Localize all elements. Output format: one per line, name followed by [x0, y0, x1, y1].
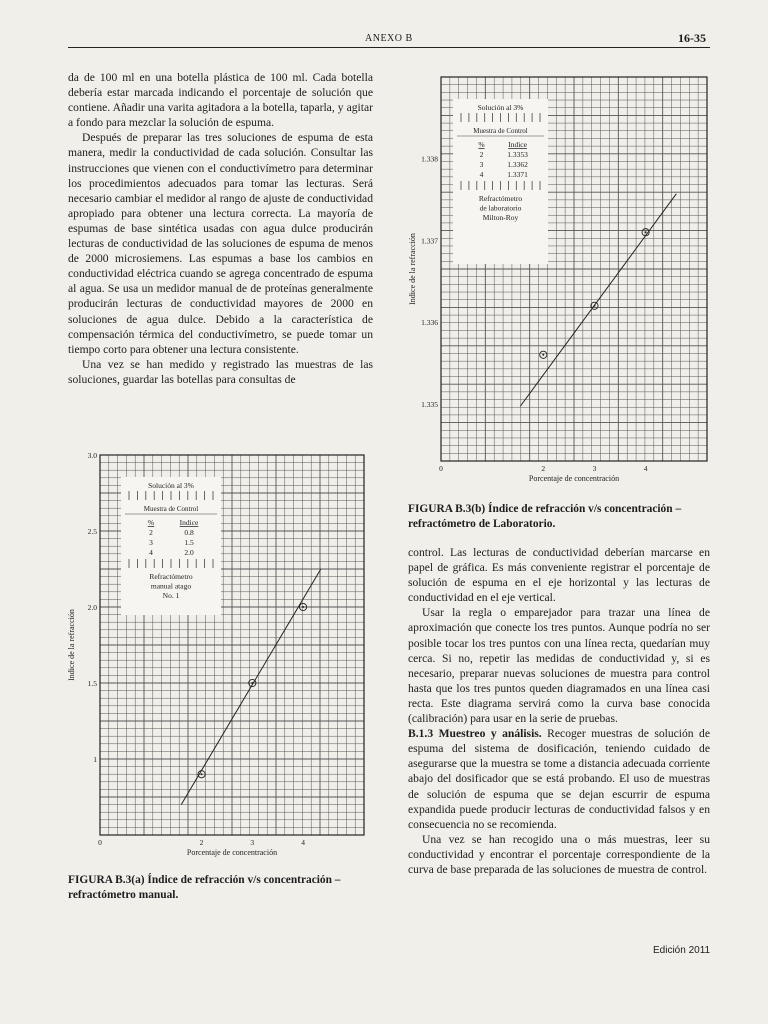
legend-row-percent: 2 — [149, 528, 153, 537]
legend-row-value: 1.3371 — [507, 170, 528, 179]
data-point-center — [542, 354, 544, 356]
x-tick-label: 0 — [98, 838, 102, 847]
x-tick-label: 3 — [592, 464, 597, 473]
legend-row-value: 0.8 — [184, 528, 194, 537]
figure-a-caption: FIGURA B.3(a) Índice de refracción v/s concentración – refractómetro manual. — [68, 874, 341, 901]
section-body: Recoger muestras de solución de espuma del sistema de dosificación, teniendo cuidado de asegurarse que la muestra se tome a distancia adecuada corriente abajo del dosificador que se está probando. El uso de muestras de solución de espuma que se dejan escurrir de espuma expandida puede producir lecturas de conductividad falsos y en consecuencia no se recomienda. — [408, 727, 711, 831]
running-header-title: ANEXO B — [365, 33, 413, 44]
legend-table-title: Muestra de Control — [143, 505, 199, 513]
legend-row-percent: 3 — [149, 538, 153, 547]
legend-col-indice: Indice — [508, 140, 527, 149]
left-column-text — [68, 70, 373, 387]
y-tick-label: 1 — [93, 755, 97, 764]
page-number: 16-35 — [678, 31, 706, 45]
legend-instrument: Refractómetro — [149, 572, 193, 581]
data-point-center — [201, 773, 203, 775]
x-tick-label: 2 — [199, 838, 204, 847]
legend-col-percent: % — [478, 140, 485, 149]
legend-instrument: manual atago — [150, 581, 192, 591]
data-point-center — [593, 305, 595, 307]
legend-title: Solución al 3% — [148, 481, 194, 490]
section-heading: B.1.3 Muestreo y análisis. — [408, 727, 542, 741]
paragraph: control. Las lecturas de conductividad deberían marcarse en papel de gráfica. Es más conveniente registrar el porcentaje de solución de espuma en el eje horizontal y las lecturas de conductividad en el eje vertical. — [408, 546, 710, 605]
y-axis-label: Indice de la refracción — [408, 233, 417, 305]
figure-b-chart — [405, 70, 715, 490]
x-tick-label: 4 — [301, 838, 305, 847]
legend-instrument: Refractómetro — [478, 194, 523, 203]
x-tick-label: 2 — [541, 464, 546, 473]
paragraph: da de 100 ml en una botella plástica de 100 ml. Cada botella debería estar marcada indicando el porcentaje de solución que contiene. Añadir una varita agitadora a la botella, taparla, y agitar a fondo para mezclar la solución de espuma. — [68, 71, 373, 130]
legend-row-value: 2.0 — [184, 548, 194, 557]
figure-b-caption: FIGURA B.3(b) Índice de refracción v/s concentración – refractómetro de Laboratorio. — [408, 503, 682, 530]
legend-row-percent: 3 — [479, 160, 484, 169]
data-point-center — [302, 606, 304, 608]
y-tick-label: 1.335 — [421, 399, 438, 409]
header-rule — [68, 47, 710, 48]
legend-table-title: Muestra de Control — [473, 127, 528, 135]
data-point-center — [645, 231, 647, 233]
x-axis-label: Porcentaje de concentración — [186, 848, 278, 857]
y-tick-label: 1.5 — [87, 679, 97, 688]
footer-edition: Edición 2011 — [653, 945, 711, 956]
legend-col-indice: Indice — [179, 518, 199, 527]
legend-col-percent: % — [147, 518, 155, 527]
legend-instrument: de laboratorio — [479, 203, 522, 213]
x-tick-label: 4 — [643, 464, 648, 473]
legend-row-percent: 4 — [479, 170, 484, 179]
data-point-center — [251, 682, 253, 684]
legend-instrument: Milton-Roy — [482, 213, 519, 222]
figure-a-chart — [60, 446, 380, 866]
y-axis-label: Indice de la refracción — [67, 609, 76, 681]
legend-row-percent: 2 — [479, 150, 484, 159]
section-paragraph — [408, 726, 710, 832]
right-column-text — [408, 545, 710, 877]
legend-row-value: 1.5 — [184, 538, 194, 547]
y-tick-label: 2.5 — [87, 527, 97, 536]
x-axis-label: Porcentaje de concentración — [528, 474, 620, 483]
x-tick-label: 0 — [439, 464, 443, 473]
paragraph: Después de preparar las tres soluciones de espuma de esta manera, medir la conductividad de cada solución. Consultar las instrucciones que vienen con el conductivímetro para determinar los procedimientos adecuados para tomar las lecturas. Será necesario cambiar el medidor al rango de ajuste de conductividad apropiado para obtener una lectura correcta. La mayoría de espumas de base sintética usadas con agua dulce producirán lecturas de conductividad de las soluciones de espuma de menos de 2000 microsiemens. Las espumas a base los cambios en conductividad eléctrica cuando se agrega concentrado de espuma al agua. Se usa un medidor manual de de proteínas generalmente producirán lecturas de conductividad mayores de 2000 en soluciones de agua dulce. Debido a la característica de compensación térmica del conductivímetro, se puede tomar un tiempo corto para obtener una lectura consistente. — [68, 131, 373, 356]
legend-row-value: 1.3362 — [507, 160, 528, 169]
y-tick-label: 1.336 — [421, 318, 438, 328]
paragraph: Una vez se han recogido una o más muestras, leer su conductividad y encontrar el porcentaje correspondiente de la curva de base preparada de las soluciones de muestra de control. — [408, 832, 710, 876]
paragraph: Usar la regla o emparejador para trazar una línea de aproximación que conecte los tres puntos. Aunque podría no ser posible tocar los tres puntos con una línea recta, quedarían muy cerca. Si no, repetir las medidas de conductividad y, si es necesario, preparar nuevas soluciones de muestra para control hasta que los tres puntos queden diagramados en una línea casi recta. Este diagrama servirá como la curva base conocida (calibración) para usar en la serie de pruebas. — [408, 606, 710, 726]
legend-row-value: 1.3353 — [507, 150, 528, 159]
y-tick-label: 1.337 — [421, 236, 438, 246]
paragraph: Una vez se han medido y registrado las muestras de las soluciones, guardar las botellas para consultas de — [68, 357, 373, 386]
legend-title: Solución al 3% — [477, 103, 524, 112]
legend-row-percent: 4 — [149, 548, 153, 557]
x-tick-label: 3 — [250, 838, 255, 847]
y-tick-label: 3.0 — [87, 451, 97, 460]
y-tick-label: 2.0 — [87, 603, 97, 612]
legend-instrument: No. 1 — [162, 591, 180, 600]
y-tick-label: 1.338 — [421, 154, 438, 164]
